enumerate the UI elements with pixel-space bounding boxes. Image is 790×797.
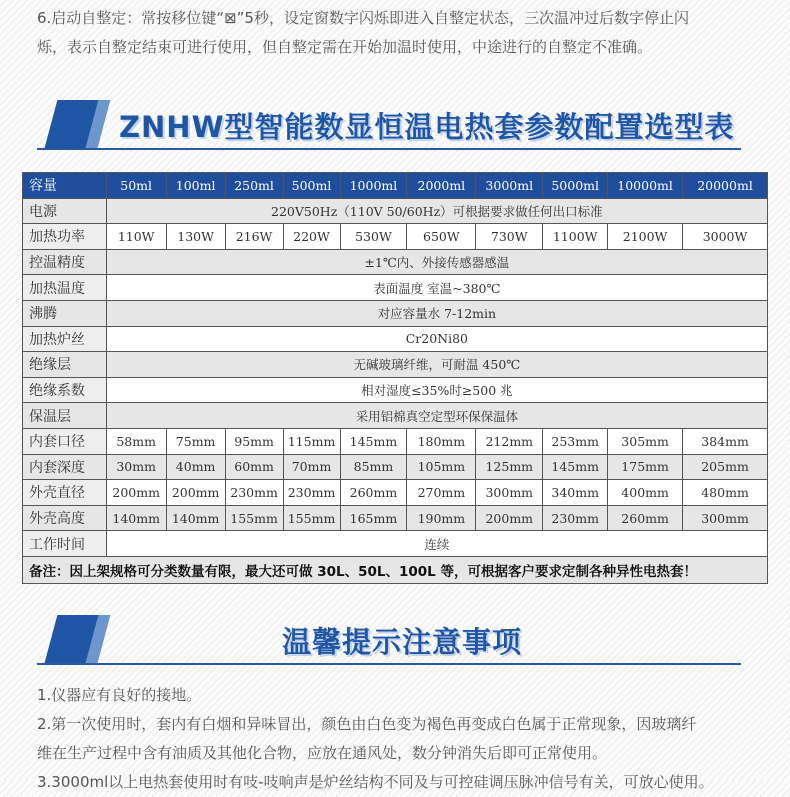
table-row-insulation-layer (23, 352, 768, 378)
table-cell: 3000W (683, 224, 768, 250)
table-cell: 2100W (608, 224, 683, 250)
table-row-inner-depth (23, 454, 768, 480)
tip-line: 2.第一次使用时，套内有白烟和异味冒出，颜色由白色变为褐色再变成白色属于正常现象，因玻璃纤 (37, 715, 697, 733)
table-row-heating-power (23, 224, 768, 250)
table-cell: 130W (166, 224, 225, 250)
table-cell: 20000ml (683, 173, 768, 199)
table-row-header (23, 173, 768, 199)
row-label: 绝缘层 (23, 352, 107, 378)
table-cell: 200mm (476, 505, 543, 531)
section-banner-tips (37, 615, 741, 665)
table-cell-merged: 相对湿度≤35%时≥500 兆 (106, 377, 767, 403)
table-cell: 230mm (283, 480, 340, 506)
table-cell: 200mm (106, 480, 166, 506)
table-cell: 5000ml (543, 173, 608, 199)
table-cell: 110W (106, 224, 166, 250)
row-label: 容量 (23, 173, 107, 199)
table-cell: 75mm (166, 428, 225, 454)
table-row-outer-height (23, 505, 768, 531)
table-cell: 85mm (340, 454, 407, 480)
table-cell: 155mm (283, 505, 340, 531)
table-cell: 270mm (407, 480, 476, 506)
table-cell-merged: 220V50Hz（110V 50/60Hz）可根据要求做任何出口标准 (106, 198, 767, 224)
table-cell: 305mm (608, 428, 683, 454)
table-cell: 220W (283, 224, 340, 250)
table-cell: 58mm (106, 428, 166, 454)
table-cell: 216W (225, 224, 283, 250)
row-label: 外壳高度 (23, 505, 107, 531)
intro-line: 烁，表示自整定结束可进行使用，但自整定需在开始加温时使用，中途进行的自整定不准确。 (37, 38, 653, 56)
table-cell: 1000ml (340, 173, 407, 199)
table-cell: 500ml (283, 173, 340, 199)
table-cell: 400mm (608, 480, 683, 506)
intro-text (37, 4, 757, 62)
spec-table (22, 172, 768, 584)
table-cell: 480mm (683, 480, 768, 506)
table-note-row (23, 556, 768, 583)
table-cell-merged: 采用铝棉真空定型环保保温体 (106, 403, 767, 429)
intro-line: 6.启动自整定：常按移位键“⊠”5秒，设定窗数字闪烁即进入自整定状态，三次温冲过后数字停止闪 (37, 9, 689, 27)
tip-line: 1.仪器应有良好的接地。 (37, 686, 202, 704)
table-row-heating-wire (23, 326, 768, 352)
table-cell-merged: 表面温度 室温~380℃ (106, 275, 767, 301)
table-row-thermal-layer (23, 403, 768, 429)
table-cell: 384mm (683, 428, 768, 454)
table-cell: 30mm (106, 454, 166, 480)
table-cell: 10000ml (608, 173, 683, 199)
table-cell: 60mm (225, 454, 283, 480)
table-row-temp-accuracy (23, 249, 768, 275)
table-cell: 175mm (608, 454, 683, 480)
table-cell: 3000ml (476, 173, 543, 199)
table-cell: 2000ml (407, 173, 476, 199)
table-row-outer-diameter (23, 480, 768, 506)
row-label: 内套口径 (23, 428, 107, 454)
row-label: 外壳直径 (23, 480, 107, 506)
banner-underline (37, 148, 741, 150)
table-cell: 40mm (166, 454, 225, 480)
table-cell: 50ml (106, 173, 166, 199)
row-label: 电源 (23, 198, 107, 224)
section-title: 温馨提示注意事项 (282, 625, 523, 659)
table-cell: 300mm (683, 505, 768, 531)
table-note: 备注：因上架规格可分类数量有限，最大还可做 30L、50L、100L 等，可根据客户要求定制各种异性电热套！ (23, 556, 768, 583)
table-cell: 1100W (543, 224, 608, 250)
table-cell: 200mm (166, 480, 225, 506)
table-cell-merged: 对应容量水 7-12min (106, 300, 767, 326)
table-cell-merged: 连续 (106, 531, 767, 557)
row-label: 保温层 (23, 403, 107, 429)
table-cell: 650W (407, 224, 476, 250)
row-label: 加热功率 (23, 224, 107, 250)
table-cell: 140mm (166, 505, 225, 531)
table-cell: 260mm (340, 480, 407, 506)
table-cell: 140mm (106, 505, 166, 531)
table-row-insulation-coeff (23, 377, 768, 403)
table-cell: 253mm (543, 428, 608, 454)
table-cell: 155mm (225, 505, 283, 531)
table-cell-merged: ±1℃内、外接传感器感温 (106, 249, 767, 275)
row-label: 加热炉丝 (23, 326, 107, 352)
table-cell: 125mm (476, 454, 543, 480)
table-cell: 205mm (683, 454, 768, 480)
table-cell: 180mm (407, 428, 476, 454)
section-title: ZNHW型智能数显恒温电热套参数配置选型表 (119, 110, 735, 144)
table-cell: 212mm (476, 428, 543, 454)
table-cell: 95mm (225, 428, 283, 454)
table-row-work-time (23, 531, 768, 557)
table-cell: 165mm (340, 505, 407, 531)
table-cell: 145mm (543, 454, 608, 480)
section-banner-params (37, 100, 741, 150)
table-cell: 260mm (608, 505, 683, 531)
table-cell: 105mm (407, 454, 476, 480)
table-cell: 115mm (283, 428, 340, 454)
table-cell: 145mm (340, 428, 407, 454)
tip-line: 维在生产过程中含有油质及其他化合物，应放在通风处，数分钟消失后即可正常使用。 (37, 744, 608, 762)
row-label: 绝缘系数 (23, 377, 107, 403)
row-label: 工作时间 (23, 531, 107, 557)
table-cell: 340mm (543, 480, 608, 506)
table-row-heating-temp (23, 275, 768, 301)
table-cell: 70mm (283, 454, 340, 480)
table-cell-merged: 无碱玻璃纤维，可耐温 450℃ (106, 352, 767, 378)
table-cell: 250ml (225, 173, 283, 199)
table-cell: 230mm (225, 480, 283, 506)
tip-line: 3.3000ml以上电热套使用时有吱-吱响声是炉丝结构不同及与可控硅调压脉冲信号有关，可放心使用。 (37, 773, 714, 791)
row-label: 内套深度 (23, 454, 107, 480)
table-cell: 230mm (543, 505, 608, 531)
table-row-boiling (23, 300, 768, 326)
table-cell: 100ml (166, 173, 225, 199)
banner-underline (37, 663, 741, 665)
row-label: 控温精度 (23, 249, 107, 275)
table-cell: 530W (340, 224, 407, 250)
table-cell: 190mm (407, 505, 476, 531)
table-cell: 730W (476, 224, 543, 250)
table-row-power-supply (23, 198, 768, 224)
table-cell: 300mm (476, 480, 543, 506)
table-row-inner-diameter (23, 428, 768, 454)
table-cell-merged: Cr20Ni80 (106, 326, 767, 352)
row-label: 沸腾 (23, 300, 107, 326)
row-label: 加热温度 (23, 275, 107, 301)
